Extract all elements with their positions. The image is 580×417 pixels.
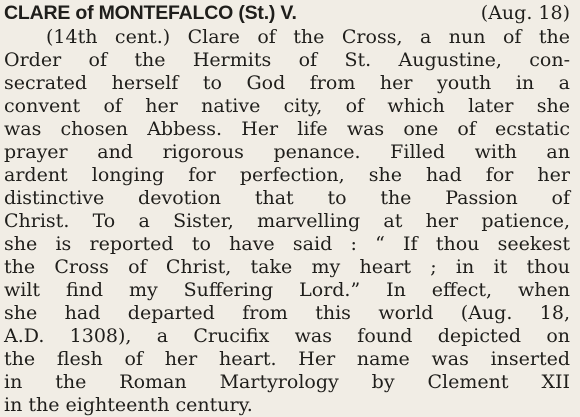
body-line: prayer and rigorous penance. Filled with an xyxy=(4,141,570,163)
feast-date: (Aug. 18) xyxy=(480,2,570,24)
body-line-last: in the eighteenth century. xyxy=(4,394,253,416)
body-line: Order of the Hermits of St. Augustine, con- xyxy=(4,49,570,71)
body-line: she had departed from this world (Aug. 18, xyxy=(4,302,570,324)
body-line: the flesh of her heart. Her name was inserted xyxy=(4,348,570,370)
body-line: secrated herself to God from her youth in a xyxy=(4,72,570,94)
body-line: the Cross of Christ, take my heart ; in it thou xyxy=(4,256,570,278)
body-line: (14th cent.) Clare of the Cross, a nun of the xyxy=(46,26,570,48)
body-line: ardent longing for perfection, she had for her xyxy=(4,164,570,186)
body-line: she is reported to have said : “ If thou seekest xyxy=(4,233,570,255)
body-line: was chosen Abbess. Her life was one of ecstatic xyxy=(4,118,570,140)
body-line: distinctive devotion that to the Passion of xyxy=(4,187,570,209)
body-line: wilt find my Suffering Lord.” In effect, when xyxy=(4,279,570,301)
body-line: in the Roman Martyrology by Clement XII xyxy=(4,371,570,393)
body-line: Christ. To a Sister, marvelling at her patience, xyxy=(4,210,570,232)
body-line: convent of her native city, of which later she xyxy=(4,95,570,117)
body-line: A.D. 1308), a Crucifix was found depicted on xyxy=(4,325,570,347)
entry-heading xyxy=(4,0,570,26)
entry-title: CLARE of MONTEFALCO (St.) V. xyxy=(4,2,297,24)
